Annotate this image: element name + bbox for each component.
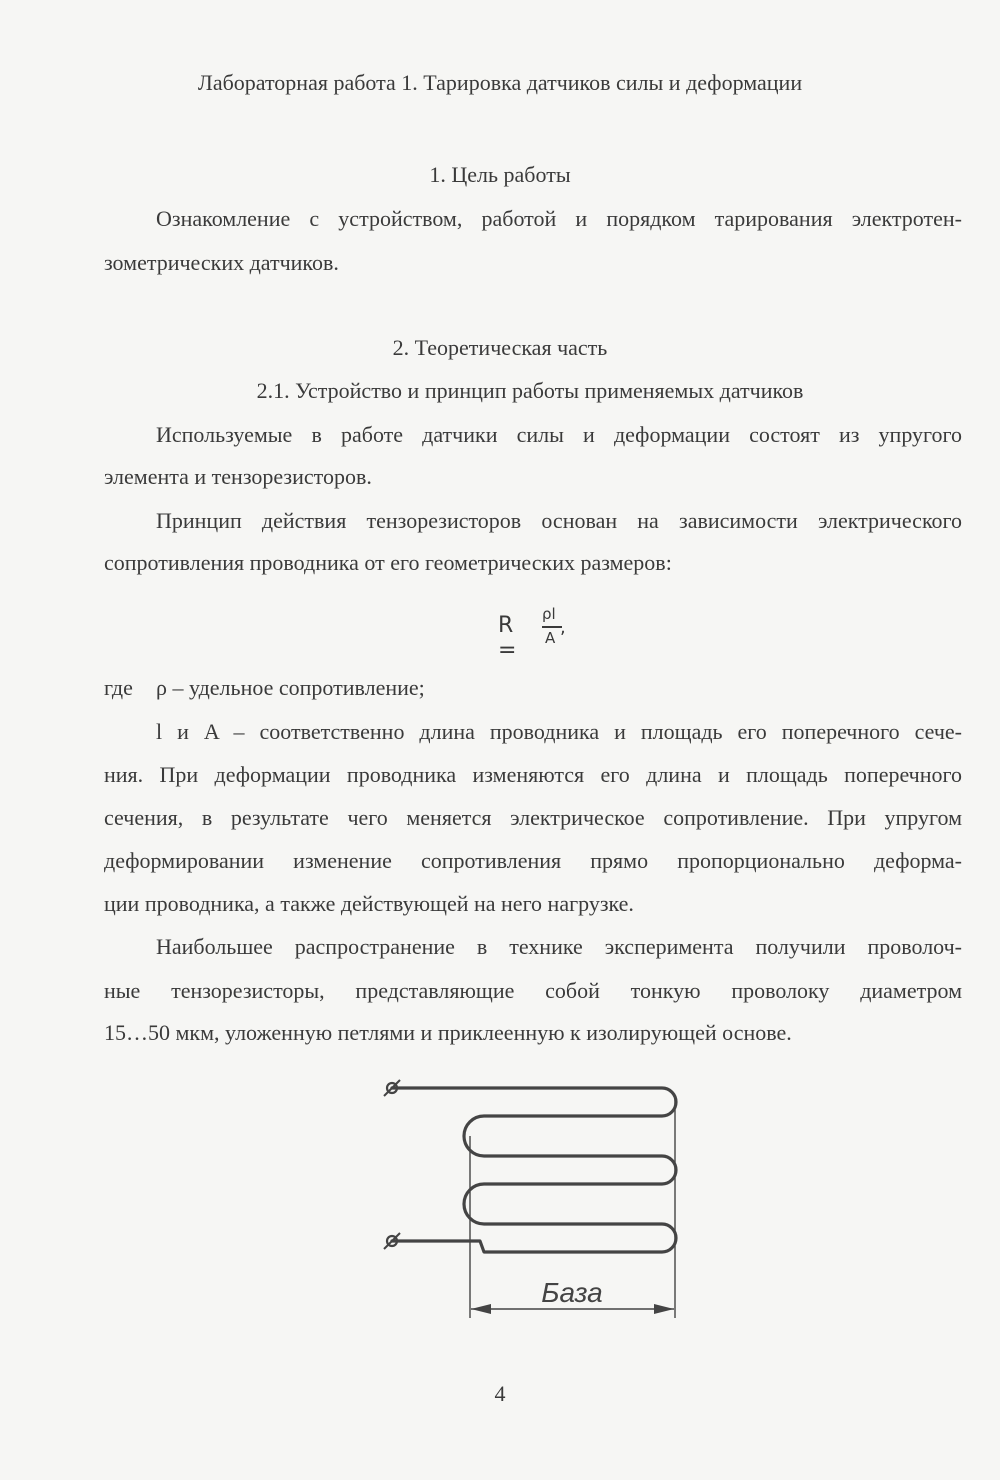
gauge-wire: [392, 1088, 676, 1252]
document-title: Лабораторная работа 1. Тарировка датчиков силы и деформации: [197, 70, 803, 95]
formula-denominator: A: [545, 629, 556, 647]
paragraph-4-line-2: ные тензорезисторы, представляющие собой тонкую проволоку диаметром: [104, 978, 962, 1003]
formula-fraction-bar: [542, 626, 562, 628]
paragraph-3-line-4: деформировании изменение сопротивления прямо пропорционально деформа-: [104, 848, 962, 873]
paragraph-4-line-3: 15…50 мкм, уложенную петлями и приклеенную к изолирующей основе.: [104, 1020, 792, 1045]
paragraph-3-line-2: ния. При деформации проводника изменяются его длина и площадь поперечного: [104, 762, 962, 787]
formula-numerator: ρl: [542, 605, 556, 623]
rho-definition: ρ – удельное сопротивление;: [156, 675, 425, 700]
wire-strain-gauge-diagram: [370, 1068, 700, 1330]
paragraph-2-line-1: Принцип действия тензорезисторов основан на зависимости электрического: [156, 508, 962, 533]
paragraph-1-line-1: Используемые в работе датчики силы и деформации состоят из упругого: [156, 422, 962, 447]
formula-comma: ,: [560, 617, 566, 638]
section-1-text-line-1: Ознакомление с устройством, работой и порядком тарирования электротен-: [156, 206, 962, 231]
terminal-bottom-icon: [384, 1233, 400, 1249]
terminal-top-icon: [384, 1080, 400, 1096]
section-2-1-heading: 2.1. Устройство и принцип работы применяемых датчиков: [256, 378, 804, 403]
paragraph-1-line-2: элемента и тензорезисторов.: [104, 464, 372, 489]
dimension-arrow-right-icon: [654, 1304, 674, 1314]
page-number: 4: [494, 1381, 506, 1406]
paragraph-3-line-3: сечения, в результате чего меняется электрическое сопротивление. При упругом: [104, 805, 962, 830]
paragraph-3-line-1: l и A – соответственно длина проводника и площадь его поперечного сече-: [156, 719, 962, 744]
dimension-arrow-left-icon: [471, 1304, 491, 1314]
section-2-heading: 2. Теоретическая часть: [392, 335, 608, 360]
paragraph-2-line-2: сопротивления проводника от его геометрических размеров:: [104, 550, 672, 575]
section-1-text-line-2: зометрических датчиков.: [104, 250, 339, 275]
paragraph-3-line-5: ции проводника, а также действующей на него нагрузке.: [104, 891, 634, 916]
section-1-heading: 1. Цель работы: [429, 162, 571, 187]
base-label: База: [541, 1277, 603, 1308]
paragraph-4-line-1: Наибольшее распространение в технике эксперимента получили проволоч-: [156, 934, 962, 959]
where-label: где: [104, 675, 133, 700]
formula-lhs: R =: [498, 613, 517, 663]
